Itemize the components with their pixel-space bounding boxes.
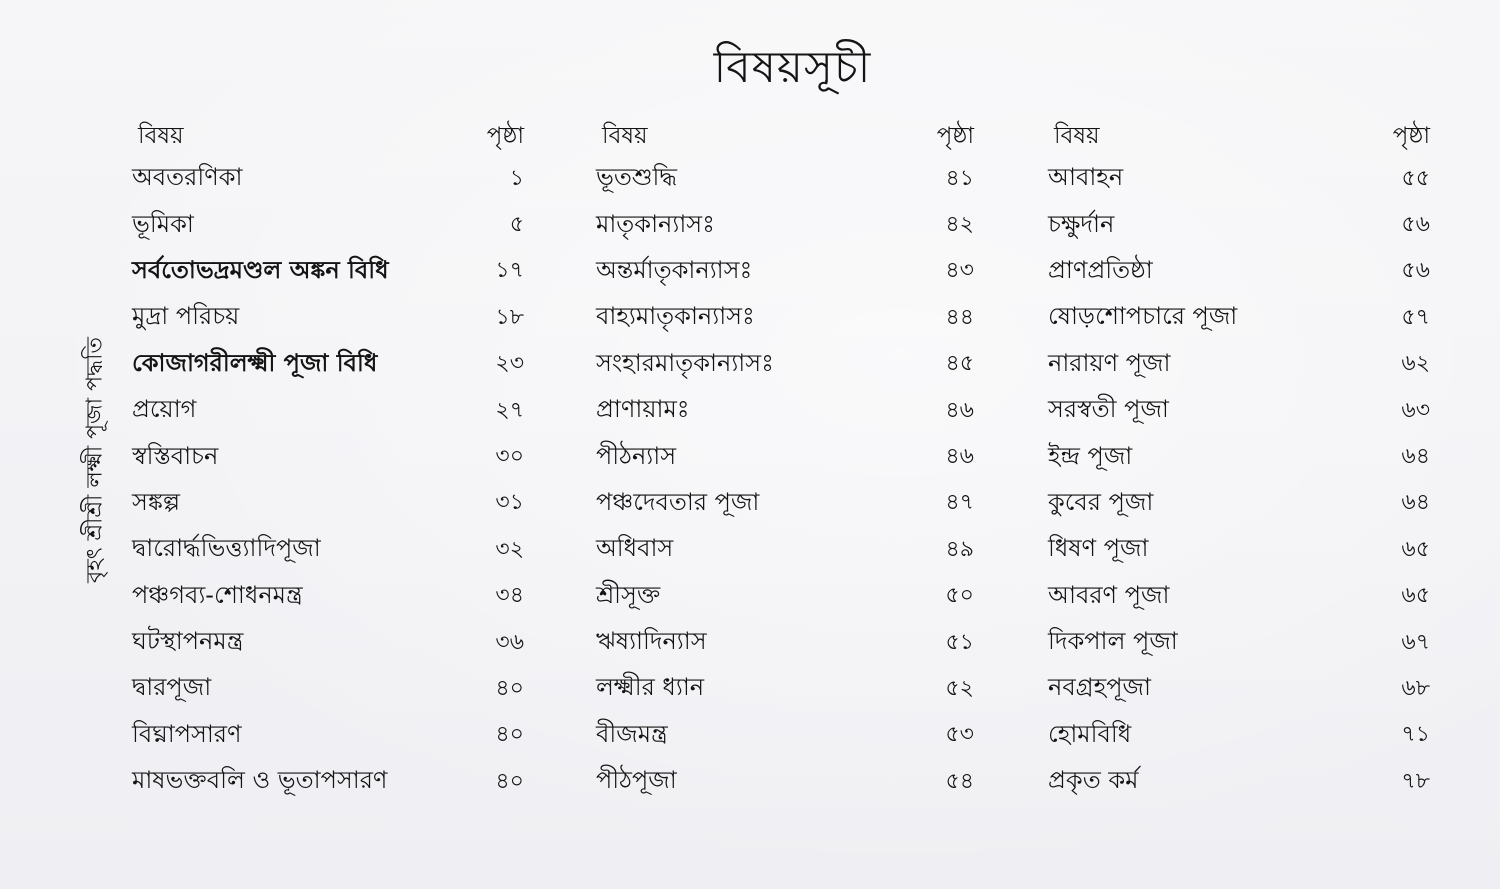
toc-entry-topic: মাষভক্তবলি ও ভূতাপসারণ	[132, 766, 388, 795]
toc-entry-page-number: ৩২	[495, 536, 524, 562]
toc-entry-page-number: ২৩	[495, 351, 524, 377]
toc-entry	[596, 574, 974, 620]
toc-entry	[596, 527, 974, 573]
toc-entry-topic: সঙ্কল্প	[132, 487, 181, 516]
toc-entry-page-number: ৫৩	[945, 722, 974, 748]
toc-entry	[596, 202, 974, 248]
toc-entry-topic: কোজাগরীলক্ষ্মী পূজা বিধি	[132, 348, 378, 377]
toc-entry-page-number: ৩১	[495, 490, 524, 516]
toc-entry-topic: শ্রীসূক্ত	[596, 580, 661, 609]
toc-entry-topic: দ্বারোর্দ্ধভিত্ত্যাদিপূজা	[132, 534, 321, 563]
toc-entry-page-number: ৬৮	[1401, 675, 1430, 701]
toc-entry	[132, 481, 524, 527]
toc-entry-page-number: ৪৩	[945, 258, 974, 284]
toc-entry	[1048, 342, 1430, 388]
toc-entry-topic: বাহ্যমাতৃকান্যাসঃ	[596, 302, 755, 331]
toc-entry	[1048, 713, 1430, 759]
toc-entry-page-number: ৬৪	[1401, 444, 1430, 470]
toc-entry	[596, 434, 974, 480]
toc-entry-page-number: ৪১	[945, 165, 974, 191]
toc-entry-topic: ঘটস্থাপনমন্ত্র	[132, 627, 244, 656]
toc-entry-page-number: ৪২	[945, 212, 974, 238]
page-title: বিষয়সূচী	[713, 42, 872, 93]
toc-entry-page-number: ৬৫	[1401, 583, 1430, 609]
toc-entry-topic: সংহারমাতৃকান্যাসঃ	[596, 348, 774, 377]
toc-entry	[1048, 249, 1430, 295]
toc-entry	[1048, 434, 1430, 480]
toc-entry	[132, 759, 524, 805]
header-page-label: পৃষ্ঠা	[486, 123, 524, 149]
toc-entry-topic: ষোড়শোপচারে পূজা	[1048, 302, 1238, 331]
toc-entry-topic: পীঠন্যাস	[596, 441, 677, 470]
toc-entry-page-number: ৬৩	[1401, 397, 1430, 423]
header-topic-label: বিষয়	[138, 123, 184, 149]
toc-entry	[132, 388, 524, 434]
column-header	[602, 116, 974, 156]
toc-entry	[596, 759, 974, 805]
toc-entry	[132, 620, 524, 666]
toc-entry-topic: মুদ্রা পরিচয়	[132, 302, 240, 331]
toc-entry	[132, 527, 524, 573]
toc-entry-topic: নবগ্রহপূজা	[1048, 673, 1151, 702]
toc-entry	[596, 342, 974, 388]
toc-entry-topic: বিঘ্নাপসারণ	[132, 719, 242, 748]
header-topic-label: বিষয়	[1054, 123, 1100, 149]
toc-entry-topic: প্রাণপ্রতিষ্ঠা	[1048, 255, 1153, 284]
header-topic-label: বিষয়	[602, 123, 648, 149]
toc-entry-topic: নারায়ণ পূজা	[1048, 348, 1171, 377]
toc-entry-page-number: ৫২	[945, 675, 974, 701]
toc-entry-page-number: ৬২	[1401, 351, 1430, 377]
toc-entry-page-number: ৬৪	[1401, 490, 1430, 516]
toc-entry-page-number: ৪০	[495, 768, 524, 794]
header-page-label: পৃষ্ঠা	[1392, 123, 1430, 149]
toc-column-2	[596, 116, 974, 805]
toc-entry	[1048, 481, 1430, 527]
toc-entry-topic: পীঠপূজা	[596, 766, 677, 795]
column-header	[1054, 116, 1430, 156]
toc-entry	[596, 666, 974, 712]
toc-entry	[132, 249, 524, 295]
toc-entry-page-number: ৪৫	[945, 351, 974, 377]
toc-entry-page-number: ৪০	[495, 675, 524, 701]
toc-entry-page-number: ৪৭	[945, 490, 974, 516]
toc-rows	[1048, 156, 1430, 805]
toc-entry	[1048, 759, 1430, 805]
toc-entry-page-number: ৫	[509, 212, 524, 238]
toc-entry	[1048, 156, 1430, 202]
toc-entry	[1048, 202, 1430, 248]
toc-entry-page-number: ৫১	[945, 629, 974, 655]
toc-entry-page-number: ৫৬	[1401, 212, 1430, 238]
toc-entry-topic: আবরণ পূজা	[1048, 580, 1170, 609]
toc-entry	[132, 713, 524, 759]
toc-entry	[132, 156, 524, 202]
toc-entry-topic: প্রাণায়ামঃ	[596, 395, 690, 424]
toc-entry	[132, 574, 524, 620]
toc-entry-page-number: ১৭	[495, 258, 524, 284]
toc-entry-topic: চক্ষুর্দান	[1048, 209, 1115, 238]
toc-entry	[1048, 527, 1430, 573]
toc-entry-topic: ভূতশুদ্ধি	[596, 163, 678, 192]
toc-entry	[596, 156, 974, 202]
toc-entry-page-number: ৩৪	[495, 583, 524, 609]
column-header	[138, 116, 524, 156]
toc-entry-topic: দ্বারপূজা	[132, 673, 212, 702]
toc-entry-page-number: ৩৬	[495, 629, 524, 655]
toc-entry-topic: ঋষ্যাদিন্যাস	[596, 627, 707, 656]
toc-entry-topic: পঞ্চগব্য-শোধনমন্ত্র	[132, 580, 303, 609]
toc-entry-topic: অন্তর্মাতৃকান্যাসঃ	[596, 255, 753, 284]
toc-entry	[132, 342, 524, 388]
toc-entry-page-number: ৭১	[1401, 722, 1430, 748]
toc-entry	[596, 388, 974, 434]
toc-entry	[132, 295, 524, 341]
header-page-label: পৃষ্ঠা	[936, 123, 974, 149]
toc-entry	[596, 249, 974, 295]
toc-entry-topic: প্রয়োগ	[132, 395, 197, 424]
toc-entry	[596, 620, 974, 666]
spine-running-title: বৃহৎ শ্রীশ্রী লক্ষ্মী পূজা পদ্ধতি	[82, 337, 108, 583]
toc-column-3	[1048, 116, 1430, 805]
toc-column-1	[132, 116, 524, 805]
toc-entry	[1048, 620, 1430, 666]
toc-entry-topic: লক্ষ্মীর ধ্যান	[596, 673, 705, 702]
toc-entry-topic: সরস্বতী পূজা	[1048, 395, 1169, 424]
toc-entry-page-number: ১	[509, 165, 524, 191]
toc-entry-page-number: ৫৬	[1401, 258, 1430, 284]
toc-entry-topic: দিকপাল পূজা	[1048, 627, 1178, 656]
toc-entry	[596, 713, 974, 759]
toc-entry-page-number: ৩০	[495, 444, 524, 470]
toc-entry-page-number: ৪৬	[945, 444, 974, 470]
toc-entry-topic: স্বস্তিবাচন	[132, 441, 219, 470]
toc-entry-page-number: ৪০	[495, 722, 524, 748]
toc-entry-page-number: ৪৬	[945, 397, 974, 423]
toc-entry-topic: ধিষণ পূজা	[1048, 534, 1149, 563]
toc-entry	[132, 202, 524, 248]
toc-entry-page-number: ৫০	[945, 583, 974, 609]
toc-entry-topic: হোমবিধি	[1048, 719, 1132, 748]
toc-entry-page-number: ৫৭	[1401, 304, 1430, 330]
toc-entry-page-number: ৬৫	[1401, 536, 1430, 562]
toc-entry-page-number: ৪৪	[945, 304, 974, 330]
toc-entry-topic: প্রকৃত কর্ম	[1048, 766, 1139, 795]
toc-entry-topic: কুবের পূজা	[1048, 487, 1154, 516]
toc-entry-page-number: ১৮	[495, 304, 524, 330]
toc-entry-topic: অবতরণিকা	[132, 163, 243, 192]
toc-entry	[1048, 574, 1430, 620]
toc-entry-page-number: ৫৪	[945, 768, 974, 794]
toc-rows	[132, 156, 524, 805]
toc-entry-page-number: ৫৫	[1401, 165, 1430, 191]
toc-entry-topic: পঞ্চদেবতার পূজা	[596, 487, 760, 516]
toc-entry	[1048, 388, 1430, 434]
toc-entry	[132, 666, 524, 712]
toc-entry	[596, 295, 974, 341]
toc-entry-topic: সর্বতোভদ্রমণ্ডল অঙ্কন বিধি	[132, 255, 389, 284]
toc-entry-topic: আবাহন	[1048, 163, 1124, 192]
toc-entry	[1048, 666, 1430, 712]
toc-entry	[1048, 295, 1430, 341]
toc-entry	[596, 481, 974, 527]
toc-entry-topic: বীজমন্ত্র	[596, 719, 668, 748]
toc-entry-page-number: ৭৮	[1401, 768, 1430, 794]
toc-entry-topic: ভূমিকা	[132, 209, 194, 238]
toc-entry-topic: মাতৃকান্যাসঃ	[596, 209, 715, 238]
toc-entry	[132, 434, 524, 480]
toc-entry-topic: ইন্দ্র পূজা	[1048, 441, 1133, 470]
toc-entry-topic: অধিবাস	[596, 534, 674, 563]
toc-rows	[596, 156, 974, 805]
toc-entry-page-number: ৬৭	[1401, 629, 1430, 655]
toc-entry-page-number: ৪৯	[945, 536, 974, 562]
toc-entry-page-number: ২৭	[495, 397, 524, 423]
